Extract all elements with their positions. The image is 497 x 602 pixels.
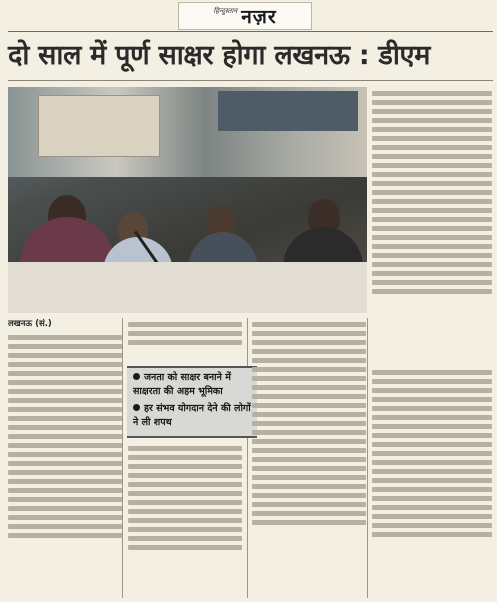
meeting-photo	[8, 87, 367, 313]
article-column-1	[8, 318, 122, 598]
masthead-prefix: हिन्दुस्तान	[213, 6, 238, 15]
masthead	[178, 2, 312, 30]
article-right-column-top	[372, 87, 492, 363]
bullet-icon	[133, 373, 140, 380]
column-separator	[367, 318, 368, 598]
highlight-item-1: जनता को साक्षर बनाने में साक्षरता की अहम भूमिका	[133, 372, 231, 397]
top-rule	[8, 31, 493, 32]
headline: दो साल में पूर्ण साक्षर होगा लखनऊ : डीएम	[8, 40, 431, 71]
photo-table	[8, 262, 367, 313]
article-column-2-lower	[128, 442, 242, 598]
photo-wall-poster	[38, 95, 160, 157]
headline-rule	[8, 80, 493, 81]
article-column-3	[252, 318, 366, 598]
column-separator	[122, 318, 123, 598]
highlight-item-2: हर संभव योगदान देने की लोगों ने ली शपथ	[133, 403, 251, 428]
masthead-title: नज़र	[241, 6, 277, 28]
dateline: लखनऊ (सं.)	[8, 319, 52, 329]
column-separator	[247, 318, 248, 598]
bullet-icon	[133, 404, 140, 411]
highlight-box	[127, 366, 257, 438]
photo-wall-board	[218, 91, 358, 131]
article-right-column-bottom	[372, 366, 492, 598]
